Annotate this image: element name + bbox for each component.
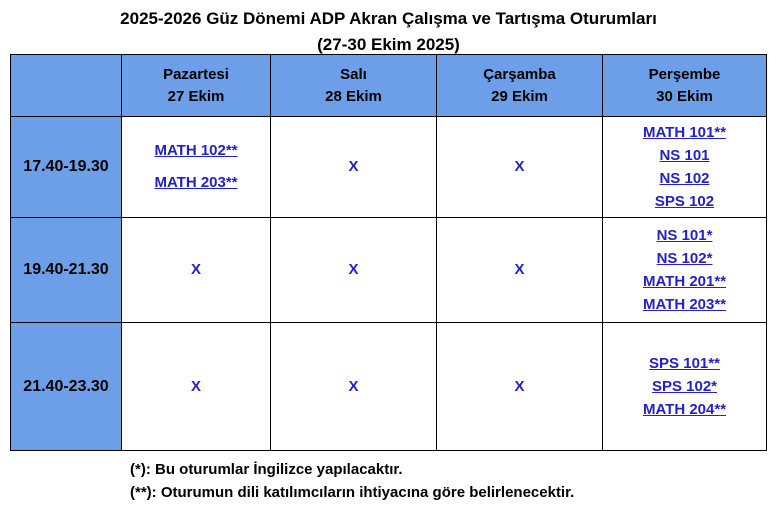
page-title-line1: 2025-2026 Güz Dönemi ADP Akran Çalışma ve Tartışma Oturumları bbox=[120, 9, 657, 28]
page-title bbox=[0, 0, 777, 54]
corner-cell bbox=[11, 55, 122, 117]
day-header bbox=[122, 55, 271, 117]
session-link[interactable]: NS 101* bbox=[656, 226, 713, 244]
session-link[interactable]: MATH 102** bbox=[154, 142, 238, 159]
session-link[interactable]: MATH 203** bbox=[642, 295, 727, 313]
session-link[interactable]: MATH 101** bbox=[642, 123, 727, 141]
no-session-marker: X bbox=[348, 261, 359, 278]
schedule-cell bbox=[437, 218, 603, 323]
day-header bbox=[271, 55, 437, 117]
day-name: Perşembe bbox=[648, 65, 721, 83]
day-name: Salı bbox=[340, 65, 367, 83]
schedule-cell bbox=[122, 323, 271, 451]
schedule-cell bbox=[603, 117, 767, 218]
schedule-cell bbox=[271, 323, 437, 451]
schedule-cell bbox=[437, 117, 603, 218]
day-date: 27 Ekim bbox=[167, 87, 225, 105]
table-body bbox=[11, 117, 767, 451]
session-link[interactable]: NS 102* bbox=[656, 249, 713, 267]
table-row bbox=[11, 218, 767, 323]
day-name: Çarşamba bbox=[483, 65, 556, 83]
page-title-line2: (27-30 Ekim 2025) bbox=[317, 35, 460, 54]
no-session-marker: X bbox=[190, 377, 201, 395]
footnotes bbox=[130, 458, 777, 504]
schedule-cell bbox=[603, 218, 767, 323]
schedule-cell bbox=[271, 218, 437, 323]
session-link-list bbox=[603, 354, 766, 420]
session-link-list bbox=[603, 123, 766, 212]
session-link[interactable]: NS 101 bbox=[659, 146, 710, 164]
time-slot-label: 19.40-21.30 bbox=[11, 218, 122, 323]
schedule-table bbox=[10, 54, 767, 451]
session-link-list bbox=[603, 226, 766, 315]
day-header bbox=[603, 55, 767, 117]
no-session-marker: X bbox=[514, 158, 525, 175]
schedule-cell bbox=[603, 323, 767, 451]
session-link[interactable]: MATH 204** bbox=[642, 400, 727, 418]
session-link[interactable]: MATH 203** bbox=[154, 174, 238, 191]
table-row bbox=[11, 117, 767, 218]
session-link[interactable]: SPS 102 bbox=[654, 192, 715, 210]
schedule-cell bbox=[271, 117, 437, 218]
schedule-cell bbox=[437, 323, 603, 451]
no-session-marker: X bbox=[190, 261, 201, 278]
table-header-row bbox=[11, 55, 767, 117]
time-slot-label: 17.40-19.30 bbox=[11, 117, 122, 218]
day-date: 29 Ekim bbox=[491, 87, 548, 105]
day-date: 30 Ekim bbox=[656, 87, 713, 105]
note-double-star: (**): Oturumun dili katılımcıların ihtiyacına göre belirlenecektir. bbox=[130, 484, 575, 501]
no-session-marker: X bbox=[348, 158, 359, 175]
session-link-list bbox=[122, 141, 270, 193]
session-link[interactable]: SPS 102* bbox=[651, 377, 718, 395]
no-session-marker: X bbox=[348, 377, 359, 395]
time-slot-label: 21.40-23.30 bbox=[11, 323, 122, 451]
no-session-marker: X bbox=[514, 377, 525, 395]
table-row bbox=[11, 323, 767, 451]
session-link[interactable]: MATH 201** bbox=[642, 272, 727, 290]
day-header bbox=[437, 55, 603, 117]
table-header bbox=[11, 55, 767, 117]
no-session-marker: X bbox=[514, 261, 525, 278]
schedule-cell bbox=[122, 218, 271, 323]
note-single-star: (*): Bu oturumlar İngilizce yapılacaktır. bbox=[130, 461, 403, 478]
session-link[interactable]: SPS 101** bbox=[649, 354, 720, 372]
schedule-cell bbox=[122, 117, 271, 218]
day-date: 28 Ekim bbox=[325, 87, 382, 105]
session-link[interactable]: NS 102 bbox=[659, 169, 710, 187]
day-name: Pazartesi bbox=[163, 65, 229, 83]
